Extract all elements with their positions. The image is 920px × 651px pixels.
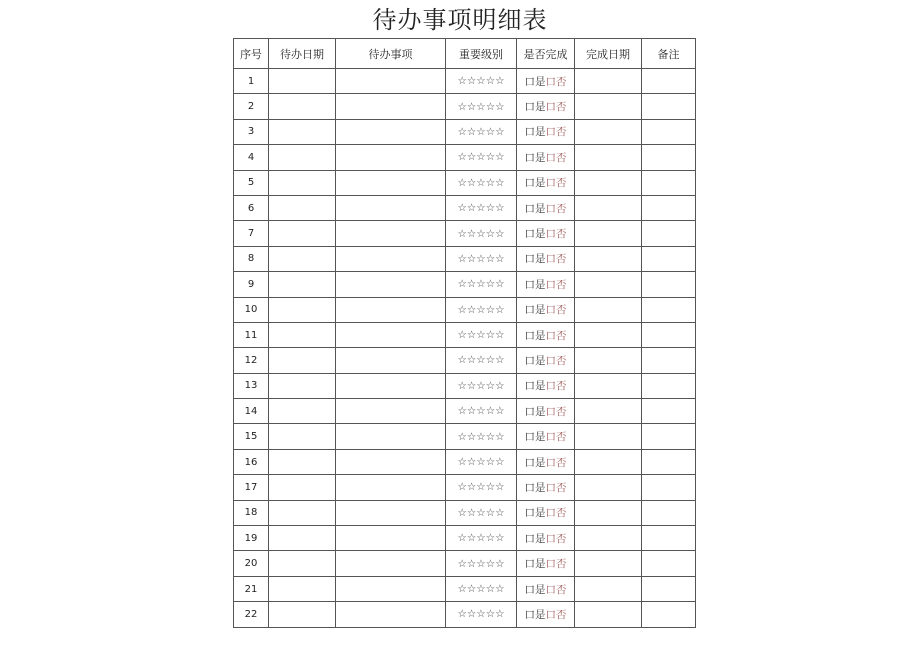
completed-yes-checkbox[interactable]: 口是 [524, 608, 546, 621]
complete-date-cell[interactable] [575, 195, 642, 220]
completed-no-checkbox[interactable]: 口否 [545, 151, 567, 164]
item-cell[interactable] [336, 602, 446, 627]
seq-cell: 20 [234, 551, 269, 576]
completed-cell [517, 424, 575, 449]
completed-yes-checkbox[interactable]: 口是 [524, 253, 546, 266]
completed-no-checkbox[interactable]: 口否 [545, 507, 567, 520]
due-date-cell[interactable] [269, 246, 336, 271]
completed-yes-checkbox[interactable]: 口是 [524, 380, 546, 393]
seq-cell: 5 [234, 170, 269, 195]
remark-cell[interactable] [642, 221, 696, 246]
completed-no-checkbox[interactable]: 口否 [545, 177, 567, 190]
table-row [234, 449, 696, 474]
completed-cell [517, 348, 575, 373]
completed-yes-checkbox[interactable]: 口是 [524, 481, 546, 494]
complete-date-cell[interactable] [575, 246, 642, 271]
importance-stars[interactable]: ☆☆☆☆☆ [446, 475, 517, 500]
importance-stars[interactable]: ☆☆☆☆☆ [446, 195, 517, 220]
completed-yes-checkbox[interactable]: 口是 [524, 75, 546, 88]
todo-table [233, 38, 696, 628]
remark-cell[interactable] [642, 69, 696, 94]
completed-no-checkbox[interactable]: 口否 [545, 558, 567, 571]
importance-stars[interactable]: ☆☆☆☆☆ [446, 119, 517, 144]
seq-cell: 18 [234, 500, 269, 525]
item-cell[interactable] [336, 272, 446, 297]
table-row [234, 500, 696, 525]
due-date-cell[interactable] [269, 449, 336, 474]
importance-stars[interactable]: ☆☆☆☆☆ [446, 424, 517, 449]
complete-date-cell[interactable] [575, 221, 642, 246]
item-cell[interactable] [336, 221, 446, 246]
table-row [234, 170, 696, 195]
page-title: 待办事项明细表 [372, 6, 548, 34]
header-remark: 备注 [642, 39, 696, 69]
completed-cell [517, 373, 575, 398]
remark-cell[interactable] [642, 195, 696, 220]
seq-cell: 21 [234, 576, 269, 601]
due-date-cell[interactable] [269, 221, 336, 246]
complete-date-cell[interactable] [575, 500, 642, 525]
importance-stars[interactable]: ☆☆☆☆☆ [446, 449, 517, 474]
table-row [234, 297, 696, 322]
completed-no-checkbox[interactable]: 口否 [545, 253, 567, 266]
completed-yes-checkbox[interactable]: 口是 [524, 202, 546, 215]
completed-cell [517, 500, 575, 525]
item-cell[interactable] [336, 576, 446, 601]
seq-cell: 22 [234, 602, 269, 627]
item-cell[interactable] [336, 424, 446, 449]
importance-stars[interactable]: ☆☆☆☆☆ [446, 145, 517, 170]
due-date-cell[interactable] [269, 500, 336, 525]
completed-no-checkbox[interactable]: 口否 [545, 228, 567, 241]
item-cell[interactable] [336, 449, 446, 474]
importance-stars[interactable]: ☆☆☆☆☆ [446, 322, 517, 347]
completed-no-checkbox[interactable]: 口否 [545, 608, 567, 621]
complete-date-cell[interactable] [575, 297, 642, 322]
completed-yes-checkbox[interactable]: 口是 [524, 354, 546, 367]
complete-date-cell[interactable] [575, 526, 642, 551]
seq-cell: 3 [234, 119, 269, 144]
completed-no-checkbox[interactable]: 口否 [545, 329, 567, 342]
item-cell[interactable] [336, 526, 446, 551]
item-cell[interactable] [336, 195, 446, 220]
completed-no-checkbox[interactable]: 口否 [545, 101, 567, 114]
importance-stars[interactable]: ☆☆☆☆☆ [446, 272, 517, 297]
completed-yes-checkbox[interactable]: 口是 [524, 304, 546, 317]
item-cell[interactable] [336, 170, 446, 195]
completed-no-checkbox[interactable]: 口否 [545, 431, 567, 444]
importance-stars[interactable]: ☆☆☆☆☆ [446, 373, 517, 398]
completed-cell [517, 551, 575, 576]
item-cell[interactable] [336, 119, 446, 144]
due-date-cell[interactable] [269, 475, 336, 500]
importance-stars[interactable]: ☆☆☆☆☆ [446, 576, 517, 601]
complete-date-cell[interactable] [575, 272, 642, 297]
item-cell[interactable] [336, 246, 446, 271]
header-row [234, 39, 696, 69]
item-cell[interactable] [336, 399, 446, 424]
due-date-cell[interactable] [269, 526, 336, 551]
completed-cell [517, 119, 575, 144]
table-row [234, 145, 696, 170]
importance-stars[interactable]: ☆☆☆☆☆ [446, 69, 517, 94]
remark-cell[interactable] [642, 322, 696, 347]
importance-stars[interactable]: ☆☆☆☆☆ [446, 348, 517, 373]
item-cell[interactable] [336, 348, 446, 373]
completed-cell [517, 475, 575, 500]
item-cell[interactable] [336, 145, 446, 170]
seq-cell: 15 [234, 424, 269, 449]
completed-yes-checkbox[interactable]: 口是 [524, 431, 546, 444]
completed-no-checkbox[interactable]: 口否 [545, 354, 567, 367]
table-row [234, 551, 696, 576]
importance-stars[interactable]: ☆☆☆☆☆ [446, 526, 517, 551]
completed-yes-checkbox[interactable]: 口是 [524, 177, 546, 190]
completed-yes-checkbox[interactable]: 口是 [524, 329, 546, 342]
completed-no-checkbox[interactable]: 口否 [545, 532, 567, 545]
seq-cell: 12 [234, 348, 269, 373]
seq-cell: 2 [234, 94, 269, 119]
seq-cell: 7 [234, 221, 269, 246]
complete-date-cell[interactable] [575, 373, 642, 398]
completed-yes-checkbox[interactable]: 口是 [524, 405, 546, 418]
completed-cell [517, 297, 575, 322]
importance-stars[interactable]: ☆☆☆☆☆ [446, 94, 517, 119]
complete-date-cell[interactable] [575, 322, 642, 347]
complete-date-cell[interactable] [575, 399, 642, 424]
completed-cell [517, 145, 575, 170]
complete-date-cell[interactable] [575, 145, 642, 170]
complete-date-cell[interactable] [575, 170, 642, 195]
remark-cell[interactable] [642, 272, 696, 297]
completed-yes-checkbox[interactable]: 口是 [524, 228, 546, 241]
remark-cell[interactable] [642, 500, 696, 525]
remark-cell[interactable] [642, 551, 696, 576]
remark-cell[interactable] [642, 297, 696, 322]
remark-cell[interactable] [642, 449, 696, 474]
importance-stars[interactable]: ☆☆☆☆☆ [446, 399, 517, 424]
completed-yes-checkbox[interactable]: 口是 [524, 126, 546, 139]
seq-cell: 16 [234, 449, 269, 474]
table-row [234, 195, 696, 220]
completed-no-checkbox[interactable]: 口否 [545, 126, 567, 139]
completed-yes-checkbox[interactable]: 口是 [524, 558, 546, 571]
completed-cell [517, 246, 575, 271]
due-date-cell[interactable] [269, 195, 336, 220]
completed-yes-checkbox[interactable]: 口是 [524, 583, 546, 596]
due-date-cell[interactable] [269, 170, 336, 195]
completed-no-checkbox[interactable]: 口否 [545, 583, 567, 596]
complete-date-cell[interactable] [575, 475, 642, 500]
table-row [234, 272, 696, 297]
remark-cell[interactable] [642, 348, 696, 373]
completed-no-checkbox[interactable]: 口否 [545, 202, 567, 215]
table-row [234, 399, 696, 424]
table-row [234, 526, 696, 551]
completed-cell [517, 322, 575, 347]
due-date-cell[interactable] [269, 145, 336, 170]
complete-date-cell[interactable] [575, 348, 642, 373]
table-row [234, 322, 696, 347]
seq-cell: 1 [234, 69, 269, 94]
remark-cell[interactable] [642, 119, 696, 144]
completed-yes-checkbox[interactable]: 口是 [524, 278, 546, 291]
complete-date-cell[interactable] [575, 602, 642, 627]
table-row [234, 348, 696, 373]
remark-cell[interactable] [642, 399, 696, 424]
completed-cell [517, 526, 575, 551]
due-date-cell[interactable] [269, 602, 336, 627]
table-row [234, 602, 696, 627]
complete-date-cell[interactable] [575, 69, 642, 94]
due-date-cell[interactable] [269, 322, 336, 347]
remark-cell[interactable] [642, 576, 696, 601]
complete-date-cell[interactable] [575, 424, 642, 449]
seq-cell: 6 [234, 195, 269, 220]
remark-cell[interactable] [642, 526, 696, 551]
importance-stars[interactable]: ☆☆☆☆☆ [446, 221, 517, 246]
item-cell[interactable] [336, 297, 446, 322]
table-row [234, 576, 696, 601]
seq-cell: 11 [234, 322, 269, 347]
item-cell[interactable] [336, 475, 446, 500]
completed-no-checkbox[interactable]: 口否 [545, 380, 567, 393]
completed-no-checkbox[interactable]: 口否 [545, 405, 567, 418]
due-date-cell[interactable] [269, 399, 336, 424]
completed-cell [517, 576, 575, 601]
completed-cell [517, 94, 575, 119]
completed-cell [517, 399, 575, 424]
complete-date-cell[interactable] [575, 576, 642, 601]
importance-stars[interactable]: ☆☆☆☆☆ [446, 297, 517, 322]
remark-cell[interactable] [642, 246, 696, 271]
completed-cell [517, 195, 575, 220]
complete-date-cell[interactable] [575, 551, 642, 576]
seq-cell: 4 [234, 145, 269, 170]
table-row [234, 475, 696, 500]
completed-cell [517, 602, 575, 627]
completed-yes-checkbox[interactable]: 口是 [524, 456, 546, 469]
table-row [234, 373, 696, 398]
header-item: 待办事项 [336, 39, 446, 69]
due-date-cell[interactable] [269, 348, 336, 373]
completed-yes-checkbox[interactable]: 口是 [524, 151, 546, 164]
table-row [234, 424, 696, 449]
completed-cell [517, 221, 575, 246]
header-due-date: 待办日期 [269, 39, 336, 69]
due-date-cell[interactable] [269, 373, 336, 398]
due-date-cell[interactable] [269, 424, 336, 449]
completed-no-checkbox[interactable]: 口否 [545, 75, 567, 88]
importance-stars[interactable]: ☆☆☆☆☆ [446, 500, 517, 525]
due-date-cell[interactable] [269, 297, 336, 322]
completed-cell [517, 449, 575, 474]
header-complete-date: 完成日期 [575, 39, 642, 69]
table-body [234, 69, 696, 628]
table-row [234, 221, 696, 246]
completed-cell [517, 272, 575, 297]
completed-no-checkbox[interactable]: 口否 [545, 456, 567, 469]
item-cell[interactable] [336, 322, 446, 347]
importance-stars[interactable]: ☆☆☆☆☆ [446, 246, 517, 271]
remark-cell[interactable] [642, 373, 696, 398]
completed-yes-checkbox[interactable]: 口是 [524, 101, 546, 114]
remark-cell[interactable] [642, 602, 696, 627]
completed-yes-checkbox[interactable]: 口是 [524, 507, 546, 520]
complete-date-cell[interactable] [575, 449, 642, 474]
due-date-cell[interactable] [269, 69, 336, 94]
header-seq: 序号 [234, 39, 269, 69]
item-cell[interactable] [336, 373, 446, 398]
seq-cell: 13 [234, 373, 269, 398]
completed-no-checkbox[interactable]: 口否 [545, 304, 567, 317]
header-completed: 是否完成 [517, 39, 575, 69]
completed-no-checkbox[interactable]: 口否 [545, 481, 567, 494]
seq-cell: 10 [234, 297, 269, 322]
due-date-cell[interactable] [269, 94, 336, 119]
seq-cell: 9 [234, 272, 269, 297]
importance-stars[interactable]: ☆☆☆☆☆ [446, 170, 517, 195]
item-cell[interactable] [336, 69, 446, 94]
importance-stars[interactable]: ☆☆☆☆☆ [446, 602, 517, 627]
completed-no-checkbox[interactable]: 口否 [545, 278, 567, 291]
complete-date-cell[interactable] [575, 119, 642, 144]
table-row [234, 246, 696, 271]
seq-cell: 14 [234, 399, 269, 424]
seq-cell: 17 [234, 475, 269, 500]
item-cell[interactable] [336, 551, 446, 576]
complete-date-cell[interactable] [575, 94, 642, 119]
remark-cell[interactable] [642, 145, 696, 170]
remark-cell[interactable] [642, 94, 696, 119]
seq-cell: 19 [234, 526, 269, 551]
remark-cell[interactable] [642, 424, 696, 449]
table-row [234, 69, 696, 94]
remark-cell[interactable] [642, 475, 696, 500]
seq-cell: 8 [234, 246, 269, 271]
completed-cell [517, 69, 575, 94]
due-date-cell[interactable] [269, 119, 336, 144]
table-row [234, 119, 696, 144]
importance-stars[interactable]: ☆☆☆☆☆ [446, 551, 517, 576]
due-date-cell[interactable] [269, 551, 336, 576]
due-date-cell[interactable] [269, 576, 336, 601]
header-importance: 重要级别 [446, 39, 517, 69]
table-row [234, 94, 696, 119]
completed-yes-checkbox[interactable]: 口是 [524, 532, 546, 545]
remark-cell[interactable] [642, 170, 696, 195]
completed-cell [517, 170, 575, 195]
item-cell[interactable] [336, 94, 446, 119]
item-cell[interactable] [336, 500, 446, 525]
due-date-cell[interactable] [269, 272, 336, 297]
